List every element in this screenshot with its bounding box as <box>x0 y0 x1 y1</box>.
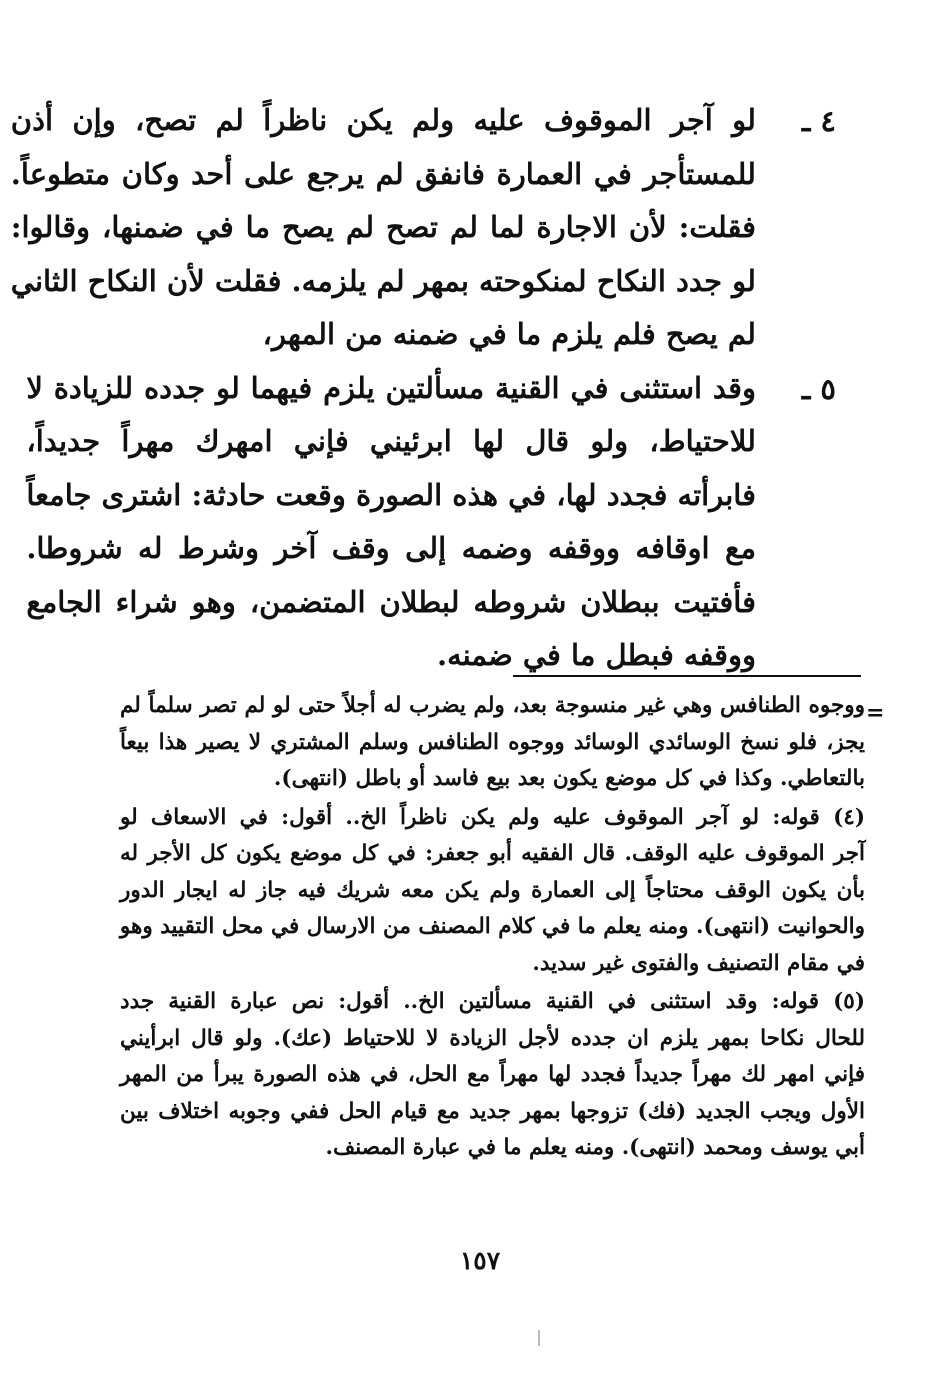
item-number: ٤ ـ <box>801 104 836 138</box>
text-line: لم يصح فلم يلزم ما في ضمنه من المهر، <box>262 317 756 351</box>
text-line: للاحتياط، ولو قال لها ابرئيني فإني امهرك مهراً جديداً، <box>26 424 756 458</box>
text-line: فابرأته فجدد لها، في هذه الصورة وقعت حادثة: اشترى جامعاً <box>26 477 756 512</box>
text-line: لو جدد النكاح لمنكوحته بمهر لم يلزمه. فقلت لأن النكاح الثاني <box>10 263 756 298</box>
footnote-line: بالتعاطي. وكذا في كل موضع يكون بعد بيع فاسد أو باطل (انتهى). <box>273 766 865 791</box>
page-number: ١٥٧ <box>459 1246 501 1275</box>
footnote-line: بأن يكون الوقف محتاجاً إلى العمارة ولم يكن معه شريك فيه جاز له ايجار الدور <box>120 877 865 903</box>
main-text <box>10 94 836 683</box>
footnote-line: يجز، فلو نسخ الوسائدي الوسائد ووجوه الطنافس وسلم المشتري لا يصير هذا بيعاً <box>120 729 865 755</box>
footnote-line: في مقام التصنيف والفتوى غير سديد. <box>532 950 865 976</box>
list-item-5 <box>26 362 836 683</box>
footnotes <box>120 688 865 1167</box>
text-line: للمستأجر في العمارة فانفق لم يرجع على أحد وكان متطوعاً. <box>10 156 756 191</box>
footnote-line: فإني امهر لك مهراً جديداً فجدد لها مهراً مع الحل، في هذه الصورة يبرأ من المهر <box>120 1062 865 1087</box>
text-line: فأفتيت ببطلان شروطه لبطلان المتضمن، وهو شراء الجامع <box>26 584 756 619</box>
footnote-line: (٤) قوله: لو آجر الموقوف عليه ولم يكن ناظراً الخ.. أقول: في الاسعاف لو <box>120 804 865 830</box>
list-item-4 <box>10 94 836 362</box>
footnote-line: للحال نكاحا بمهر يلزم ان جدده لأجل الزيادة لا للاحتياط (عك). ولو قال ابرأيني <box>120 1025 865 1051</box>
footnote-line: الأول ويجب الجديد (فك) تزوجها بمهر جديد مع قيام الحل ففي وجوبه اختلاف بين <box>120 1098 865 1124</box>
text-line: فقلت: لأن الاجارة لما لم تصح لم يصح ما في ضمنها، وقالوا: <box>10 210 756 244</box>
item-number: ٥ ـ <box>801 371 836 406</box>
footnote-line: آجر الموقوف عليه الوقف. قال الفقيه أبو جعفر: في كل موضع يكون كل الأجر له <box>120 841 865 866</box>
text-line: مع اوقافه ووقفه وضمه إلى وقف آخر وشرط له شروطا. <box>26 531 756 565</box>
text-line: لو آجر الموقوف عليه ولم يكن ناظراً لم تصح، وإن أذن <box>10 103 756 137</box>
footnote-line: والحوانيت (انتهى). ومنه يعلم ما في كلام المصنف من الارسال في محل التقييد وهو <box>119 914 865 939</box>
footnote-line: (٥) قوله: وقد استثنى في القنية مسألتين الخ.. أقول: نص عبارة القنية جدد <box>120 989 865 1014</box>
footnote-continuation-mark: = <box>866 700 885 726</box>
text-line: وقد استثنى في القنية مسألتين يلزم فيهما لو جدده للزيادة لا <box>26 370 756 405</box>
footnote-separator <box>513 675 861 677</box>
footnote-5 <box>120 984 865 1167</box>
footnote-line: أبي يوسف ومحمد (انتهى). ومنه يعلم ما في عبارة المصنف. <box>325 1135 865 1160</box>
scan-mark <box>538 1330 540 1346</box>
footnote-continued <box>120 688 865 798</box>
text-line: ووقفه فبطل ما في ضمنه. <box>436 638 756 672</box>
footnote-4 <box>120 800 865 983</box>
footnote-line: ووجوه الطنافس وهي غير منسوجة بعد، ولم يضرب له أجلاً حتى لو لم تصر سلماً لم <box>120 693 865 718</box>
